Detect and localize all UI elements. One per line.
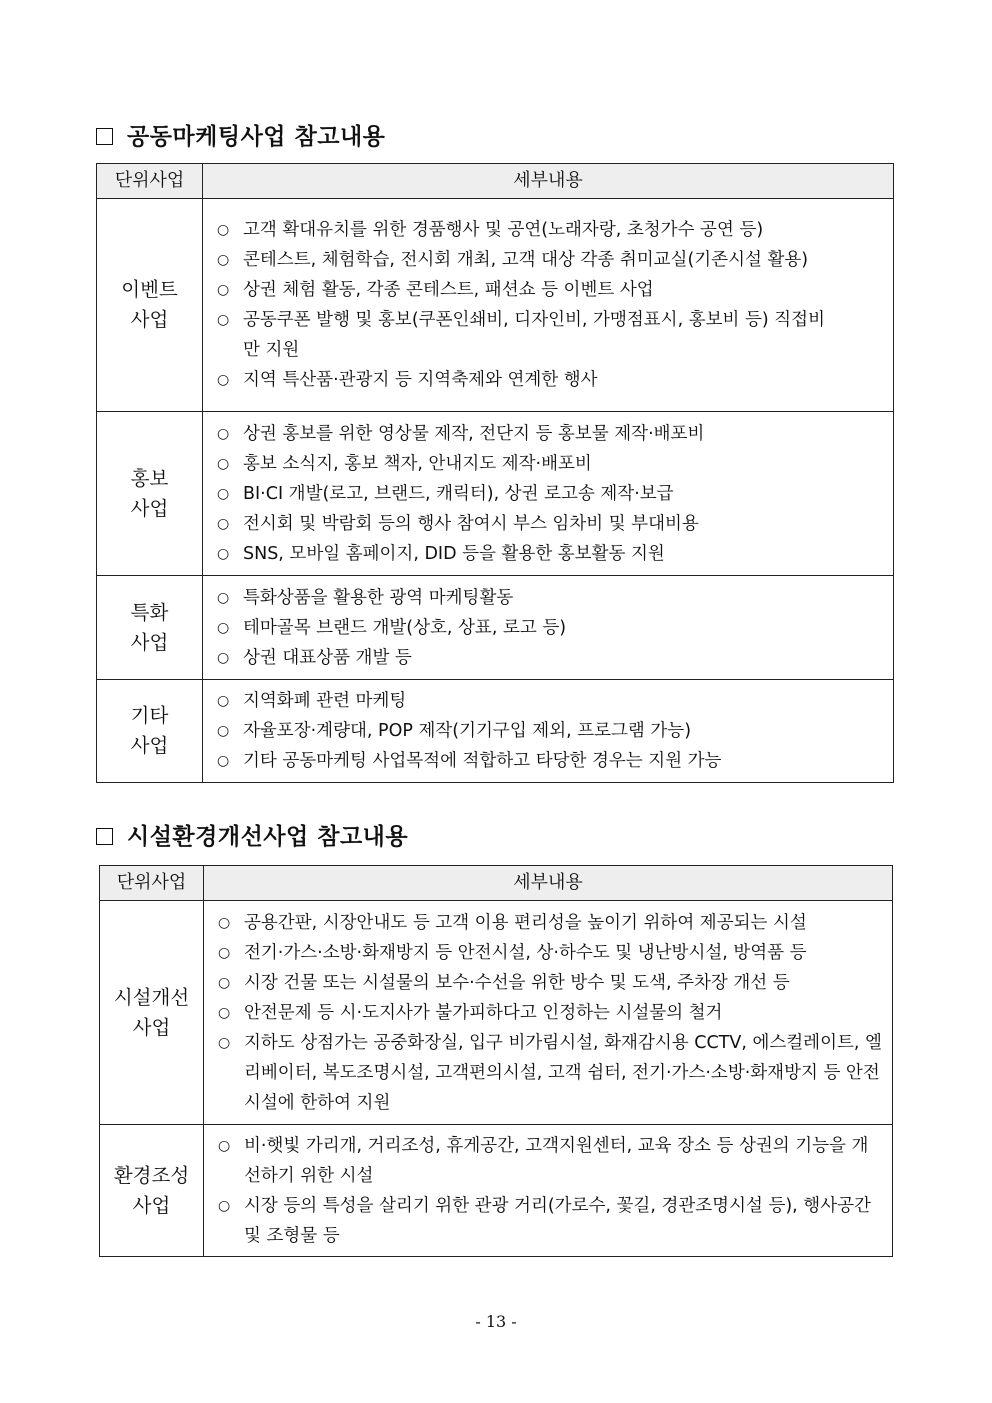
joint-marketing-table <box>96 163 894 783</box>
bullet-circle-icon: ○ <box>217 222 230 238</box>
bullet-circle-icon: ○ <box>217 619 230 636</box>
bullet-circle-icon: ○ <box>217 252 230 268</box>
header-unit: 단위사업 <box>100 866 204 901</box>
unit-cell: 이벤트 사업 <box>97 199 203 412</box>
list-item: ○ SNS, 모바일 홈페이지, DID 등을 활용한 홍보활동 지원 <box>217 539 883 569</box>
detail-cell <box>204 1125 893 1257</box>
table-row <box>97 199 894 412</box>
bullet-circle-icon: ○ <box>217 589 230 606</box>
page-number: - 13 - <box>475 1312 517 1331</box>
list-item: ○ 공동쿠폰 발행 및 홍보(쿠폰인쇄비, 디자인비, 가맹점표시, 홍보비 등) 직접비만 지원 <box>217 305 833 365</box>
list-item: ○ 안전문제 등 시·도지사가 불가피하다고 인정하는 시설물의 철거 <box>218 998 882 1028</box>
bullet-circle-icon: ○ <box>217 485 230 502</box>
facility-improvement-table <box>99 865 893 1257</box>
header-detail: 세부내용 <box>203 164 894 199</box>
table-row <box>97 412 894 576</box>
bullet-circle-icon: ○ <box>218 1197 231 1214</box>
list-item: ○ 전기·가스·소방·화재방지 등 안전시설, 상·하수도 및 냉난방시설, 방역품 등 <box>218 938 882 968</box>
list-item: ○ 고객 확대유치를 위한 경품행사 및 공연(노래자랑, 초청가수 공연 등) <box>217 215 883 245</box>
list-item: ○ 콘테스트, 체험학습, 전시회 개최, 고객 대상 각종 취미교실(기존시설 활용) <box>217 245 883 275</box>
list-item: ○ 시장 건물 또는 시설물의 보수·수선을 위한 방수 및 도색, 주차장 개선 등 <box>218 968 882 998</box>
bullet-circle-icon: ○ <box>217 372 230 388</box>
bullet-circle-icon: ○ <box>218 974 231 991</box>
bullet-circle-icon: ○ <box>217 312 230 328</box>
bullet-circle-icon: ○ <box>217 753 230 769</box>
bullet-circle-icon: ○ <box>217 723 230 739</box>
unit-cell: 특화 사업 <box>97 576 203 680</box>
bullet-circle-icon: ○ <box>217 515 230 532</box>
detail-cell <box>203 680 894 783</box>
bullet-circle-icon: ○ <box>217 282 230 298</box>
table-row <box>97 680 894 783</box>
section-title-facility-improvement: 시설환경개선사업 참고내용 <box>96 818 408 851</box>
detail-cell <box>203 412 894 576</box>
bullet-circle-icon: ○ <box>217 545 230 562</box>
list-item: ○ 상권 대표상품 개발 등 <box>217 643 883 673</box>
list-item: ○ 시장 등의 특성을 살리기 위한 관광 거리(가로수, 꽃길, 경관조명시설 등), 행사공간 및 조형물 등 <box>218 1191 882 1251</box>
list-item: ○ 지역화폐 관련 마케팅 <box>217 686 883 716</box>
table-header-row <box>97 164 894 199</box>
checkbox-square-icon <box>96 828 113 845</box>
list-item: ○ 상권 홍보를 위한 영상물 제작, 전단지 등 홍보물 제작·배포비 <box>217 419 883 449</box>
list-item: ○ 테마골목 브랜드 개발(상호, 상표, 로고 등) <box>217 613 883 643</box>
unit-cell: 기타 사업 <box>97 680 203 783</box>
detail-cell <box>203 199 894 412</box>
list-item: ○ 공용간판, 시장안내도 등 고객 이용 편리성을 높이기 위하여 제공되는 시설 <box>218 908 882 938</box>
header-unit: 단위사업 <box>97 164 203 199</box>
unit-cell: 시설개선 사업 <box>100 901 204 1125</box>
bullet-circle-icon: ○ <box>218 1137 231 1154</box>
bullet-circle-icon: ○ <box>218 914 231 931</box>
bullet-circle-icon: ○ <box>217 425 230 442</box>
detail-cell <box>203 576 894 680</box>
list-item: ○ 기타 공동마케팅 사업목적에 적합하고 타당한 경우는 지원 가능 <box>217 746 883 776</box>
list-item: ○ 지역 특산품·관광지 등 지역축제와 연계한 행사 <box>217 365 883 395</box>
header-detail: 세부내용 <box>204 866 893 901</box>
bullet-circle-icon: ○ <box>217 649 230 666</box>
unit-cell: 환경조성 사업 <box>100 1125 204 1257</box>
list-item: ○ 지하도 상점가는 공중화장실, 입구 비가림시설, 화재감시용 CCTV, 에스컬레이트, 엘리베이터, 복도조명시설, 고객편의시설, 고객 쉼터, 전기·가스·소방·화재방지 등 안전시설에 한하여 지원 <box>218 1028 882 1118</box>
bullet-circle-icon: ○ <box>217 693 230 709</box>
unit-cell: 홍보 사업 <box>97 412 203 576</box>
table-header-row <box>100 866 893 901</box>
detail-cell <box>204 901 893 1125</box>
bullet-circle-icon: ○ <box>218 1004 231 1021</box>
bullet-circle-icon: ○ <box>218 944 231 961</box>
bullet-circle-icon: ○ <box>217 455 230 472</box>
list-item: ○ 전시회 및 박람회 등의 행사 참여시 부스 임차비 및 부대비용 <box>217 509 883 539</box>
list-item: ○ 홍보 소식지, 홍보 책자, 안내지도 제작·배포비 <box>217 449 883 479</box>
table-row <box>100 901 893 1125</box>
list-item: ○ 비·햇빛 가리개, 거리조성, 휴게공간, 고객지원센터, 교육 장소 등 상권의 기능을 개선하기 위한 시설 <box>218 1131 882 1191</box>
table-row <box>97 576 894 680</box>
list-item: ○ 상권 체험 활동, 각종 콘테스트, 패션쇼 등 이벤트 사업 <box>217 275 883 305</box>
section-title-joint-marketing: 공동마케팅사업 참고내용 <box>96 118 385 151</box>
checkbox-square-icon <box>96 128 113 145</box>
table-row <box>100 1125 893 1257</box>
list-item: ○ BI·CI 개발(로고, 브랜드, 캐릭터), 상권 로고송 제작·보급 <box>217 479 883 509</box>
list-item: ○ 자율포장·계량대, POP 제작(기기구입 제외, 프로그램 가능) <box>217 716 883 746</box>
bullet-circle-icon: ○ <box>218 1034 231 1051</box>
list-item: ○ 특화상품을 활용한 광역 마케팅활동 <box>217 583 883 613</box>
